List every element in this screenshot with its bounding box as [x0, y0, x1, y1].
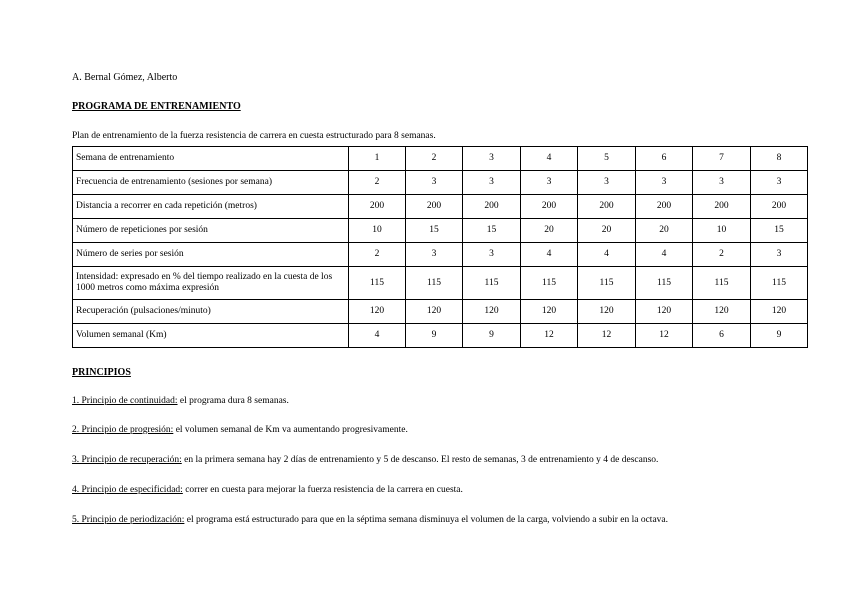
training-plan-table — [72, 146, 808, 348]
table-cell: 115 — [636, 267, 693, 300]
table-cell: 2 — [349, 171, 406, 195]
table-cell: 3 — [578, 171, 636, 195]
table-cell: 115 — [463, 267, 521, 300]
table-cell: 200 — [406, 195, 463, 219]
row-label: Intensidad: expresado en % del tiempo realizado en la cuesta de los 1000 metros como máxima expresión — [73, 267, 349, 300]
table-row — [73, 195, 808, 219]
table-row — [73, 219, 808, 243]
row-label: Recuperación (pulsaciones/minuto) — [73, 300, 349, 324]
table-body — [73, 147, 808, 348]
row-label: Distancia a recorrer en cada repetición (metros) — [73, 195, 349, 219]
table-cell: 3 — [693, 171, 751, 195]
table-row — [73, 267, 808, 300]
principle-text: en la primera semana hay 2 días de entrenamiento y 5 de descanso. El resto de semanas, 3 de entrenamiento y 4 de descanso. — [181, 455, 659, 465]
table-cell: 4 — [578, 243, 636, 267]
table-cell: 200 — [521, 195, 578, 219]
table-cell: 200 — [463, 195, 521, 219]
principle-text: correr en cuesta para mejorar la fuerza resistencia de la carrera en cuesta. — [182, 485, 463, 495]
table-cell: 20 — [578, 219, 636, 243]
table-cell: 9 — [406, 324, 463, 348]
table-cell: 115 — [349, 267, 406, 300]
table-cell: 20 — [636, 219, 693, 243]
table-row — [73, 324, 808, 348]
principle-item — [72, 515, 668, 525]
table-cell: 20 — [521, 219, 578, 243]
table-cell: 10 — [693, 219, 751, 243]
table-cell: 3 — [636, 171, 693, 195]
table-cell: 120 — [693, 300, 751, 324]
table-cell: 3 — [751, 171, 808, 195]
table-cell: 3 — [521, 171, 578, 195]
table-cell: 12 — [636, 324, 693, 348]
table-cell: 3 — [463, 171, 521, 195]
row-label: Volumen semanal (Km) — [73, 324, 349, 348]
table-cell: 10 — [349, 219, 406, 243]
table-row — [73, 147, 808, 171]
table-cell: 120 — [521, 300, 578, 324]
table-cell: 120 — [463, 300, 521, 324]
principle-name: 5. Principio de periodización: — [72, 515, 185, 525]
table-cell: 115 — [406, 267, 463, 300]
table-cell: 120 — [406, 300, 463, 324]
table-row — [73, 171, 808, 195]
table-cell: 7 — [693, 147, 751, 171]
principle-name: 4. Principio de especificidad: — [72, 485, 183, 495]
author-name: A. Bernal Gómez, Alberto — [72, 72, 178, 83]
principle-name: 2. Principio de progresión: — [72, 425, 174, 435]
table-cell: 4 — [636, 243, 693, 267]
plan-intro: Plan de entrenamiento de la fuerza resistencia de carrera en cuesta estructurado para 8 semanas. — [72, 131, 436, 141]
table-cell: 9 — [463, 324, 521, 348]
principle-text: el programa dura 8 semanas. — [177, 396, 289, 406]
table-cell: 15 — [406, 219, 463, 243]
table-cell: 15 — [751, 219, 808, 243]
table-cell: 200 — [349, 195, 406, 219]
table-cell: 120 — [636, 300, 693, 324]
row-label: Frecuencia de entrenamiento (sesiones por semana) — [73, 171, 349, 195]
table-cell: 2 — [349, 243, 406, 267]
table-cell: 115 — [578, 267, 636, 300]
principle-name: 3. Principio de recuperación: — [72, 455, 182, 465]
principle-item — [72, 396, 289, 406]
program-title: PROGRAMA DE ENTRENAMIENTO — [72, 101, 241, 112]
row-label: Semana de entrenamiento — [73, 147, 349, 171]
table-cell: 200 — [693, 195, 751, 219]
principle-name: 1. Principio de continuidad: — [72, 396, 178, 406]
table-cell: 200 — [578, 195, 636, 219]
table-cell: 9 — [751, 324, 808, 348]
table-cell: 4 — [349, 324, 406, 348]
principles-title: PRINCIPIOS — [72, 367, 131, 378]
table-cell: 6 — [636, 147, 693, 171]
table-cell: 115 — [521, 267, 578, 300]
table-cell: 12 — [521, 324, 578, 348]
principle-text: el programa está estructurado para que en la séptima semana disminuya el volumen de la carga, volviendo a subir en la octava. — [184, 515, 669, 525]
table-cell: 115 — [693, 267, 751, 300]
table-cell: 200 — [636, 195, 693, 219]
principle-item — [72, 485, 463, 495]
principle-item — [72, 455, 658, 465]
table-cell: 3 — [751, 243, 808, 267]
principle-text: el volumen semanal de Km va aumentando progresivamente. — [173, 425, 408, 435]
table-cell: 120 — [578, 300, 636, 324]
table-cell: 120 — [751, 300, 808, 324]
table-cell: 3 — [463, 243, 521, 267]
row-label: Número de series por sesión — [73, 243, 349, 267]
table-cell: 3 — [463, 147, 521, 171]
table-cell: 15 — [463, 219, 521, 243]
table-cell: 12 — [578, 324, 636, 348]
table-cell: 6 — [693, 324, 751, 348]
row-label: Número de repeticiones por sesión — [73, 219, 349, 243]
table-cell: 5 — [578, 147, 636, 171]
table-row — [73, 243, 808, 267]
principle-item — [72, 425, 408, 435]
table-cell: 3 — [406, 243, 463, 267]
table-cell: 115 — [751, 267, 808, 300]
table-cell: 8 — [751, 147, 808, 171]
table-row — [73, 300, 808, 324]
table-cell: 1 — [349, 147, 406, 171]
table-cell: 2 — [693, 243, 751, 267]
table-cell: 200 — [751, 195, 808, 219]
table-cell: 4 — [521, 243, 578, 267]
table-cell: 120 — [349, 300, 406, 324]
table-cell: 4 — [521, 147, 578, 171]
table-cell: 2 — [406, 147, 463, 171]
table-cell: 3 — [406, 171, 463, 195]
